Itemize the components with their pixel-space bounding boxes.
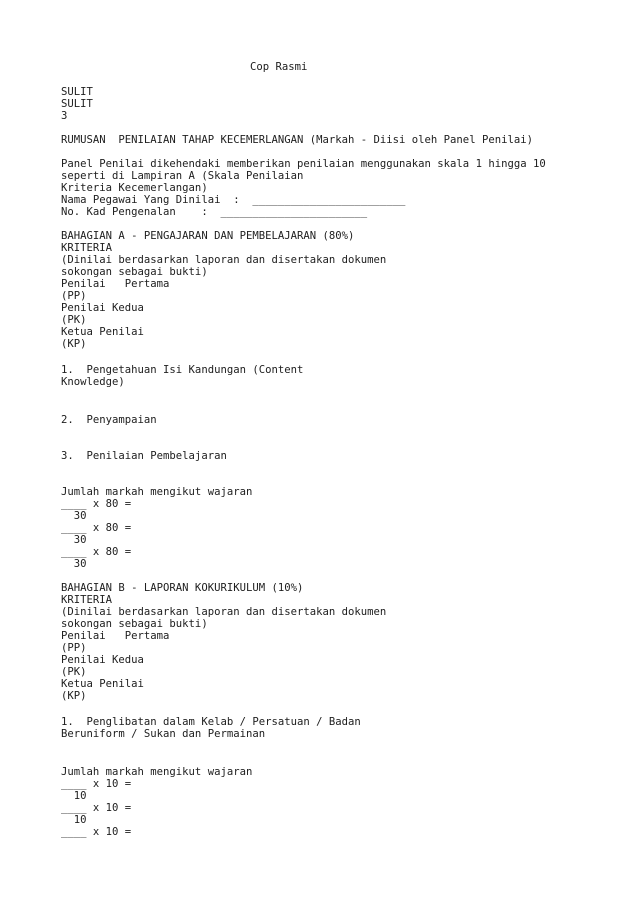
section-b-assessor-pk-label: Penilai Kedua	[61, 654, 144, 666]
instruction-line-3: Kriteria Kecemerlangan)	[61, 182, 208, 194]
section-a-assessor-kp-label: Ketua Penilai	[61, 326, 144, 338]
cop-rasmi-header: Cop Rasmi	[250, 61, 308, 73]
section-b-total-label: Jumlah markah mengikut wajaran	[61, 766, 253, 778]
section-a-divisor-2: 30	[61, 534, 87, 546]
section-b-item-1-line-2: Beruniform / Sukan dan Permainan	[61, 728, 266, 740]
section-b-assessor-pp-label: Penilai Pertama	[61, 630, 170, 642]
field-no-kad: No. Kad Pengenalan : _______________________	[61, 206, 368, 218]
section-a-divisor-3: 30	[61, 558, 87, 570]
section-b-formula-2: ____ x 10 =	[61, 802, 132, 814]
field-nama-pegawai: Nama Pegawai Yang Dinilai : ________________________	[61, 194, 406, 206]
classification-sulit-2: SULIT	[61, 98, 93, 110]
section-a-assessor-pp-label: Penilai Pertama	[61, 278, 170, 290]
section-a-item-1-line-1: 1. Pengetahuan Isi Kandungan (Content	[61, 364, 304, 376]
section-b-assessor-kp-code: (KP)	[61, 690, 87, 702]
section-a-divisor-1: 30	[61, 510, 87, 522]
section-a-assessor-pk-code: (PK)	[61, 314, 87, 326]
form-title: RUMUSAN PENILAIAN TAHAP KECEMERLANGAN (Markah - Diisi oleh Panel Penilai)	[61, 134, 533, 146]
section-a-item-2: 2. Penyampaian	[61, 414, 157, 426]
section-a-note-line-1: (Dinilai berdasarkan laporan dan disertakan dokumen	[61, 254, 387, 266]
section-a-title: BAHAGIAN A - PENGAJARAN DAN PEMBELAJARAN (80%)	[61, 230, 355, 242]
section-b-item-1-line-1: 1. Penglibatan dalam Kelab / Persatuan / Badan	[61, 716, 361, 728]
section-b-divisor-2: 10	[61, 814, 87, 826]
section-b-formula-1: ____ x 10 =	[61, 778, 132, 790]
section-b-formula-3: ____ x 10 =	[61, 826, 132, 838]
instruction-line-1: Panel Penilai dikehendaki memberikan penilaian menggunakan skala 1 hingga 10	[61, 158, 546, 170]
page-number: 3	[61, 110, 68, 122]
section-b-assessor-pp-code: (PP)	[61, 642, 87, 654]
section-a-assessor-pk-label: Penilai Kedua	[61, 302, 144, 314]
section-a-item-1-line-2: Knowledge)	[61, 376, 125, 388]
section-b-divisor-1: 10	[61, 790, 87, 802]
section-a-assessor-pp-code: (PP)	[61, 290, 87, 302]
instruction-line-2: seperti di Lampiran A (Skala Penilaian	[61, 170, 304, 182]
section-a-note-line-2: sokongan sebagai bukti)	[61, 266, 208, 278]
section-a-assessor-kp-code: (KP)	[61, 338, 87, 350]
section-b-note-line-2: sokongan sebagai bukti)	[61, 618, 208, 630]
section-a-formula-2: ____ x 80 =	[61, 522, 132, 534]
classification-sulit-1: SULIT	[61, 86, 93, 98]
section-b-assessor-kp-label: Ketua Penilai	[61, 678, 144, 690]
section-a-item-3: 3. Penilaian Pembelajaran	[61, 450, 227, 462]
section-b-note-line-1: (Dinilai berdasarkan laporan dan disertakan dokumen	[61, 606, 387, 618]
section-b-kriteria: KRITERIA	[61, 594, 113, 606]
section-a-formula-1: ____ x 80 =	[61, 498, 132, 510]
section-a-formula-3: ____ x 80 =	[61, 546, 132, 558]
section-b-assessor-pk-code: (PK)	[61, 666, 87, 678]
section-a-kriteria: KRITERIA	[61, 242, 113, 254]
section-b-title: BAHAGIAN B - LAPORAN KOKURIKULUM (10%)	[61, 582, 304, 594]
section-a-total-label: Jumlah markah mengikut wajaran	[61, 486, 253, 498]
